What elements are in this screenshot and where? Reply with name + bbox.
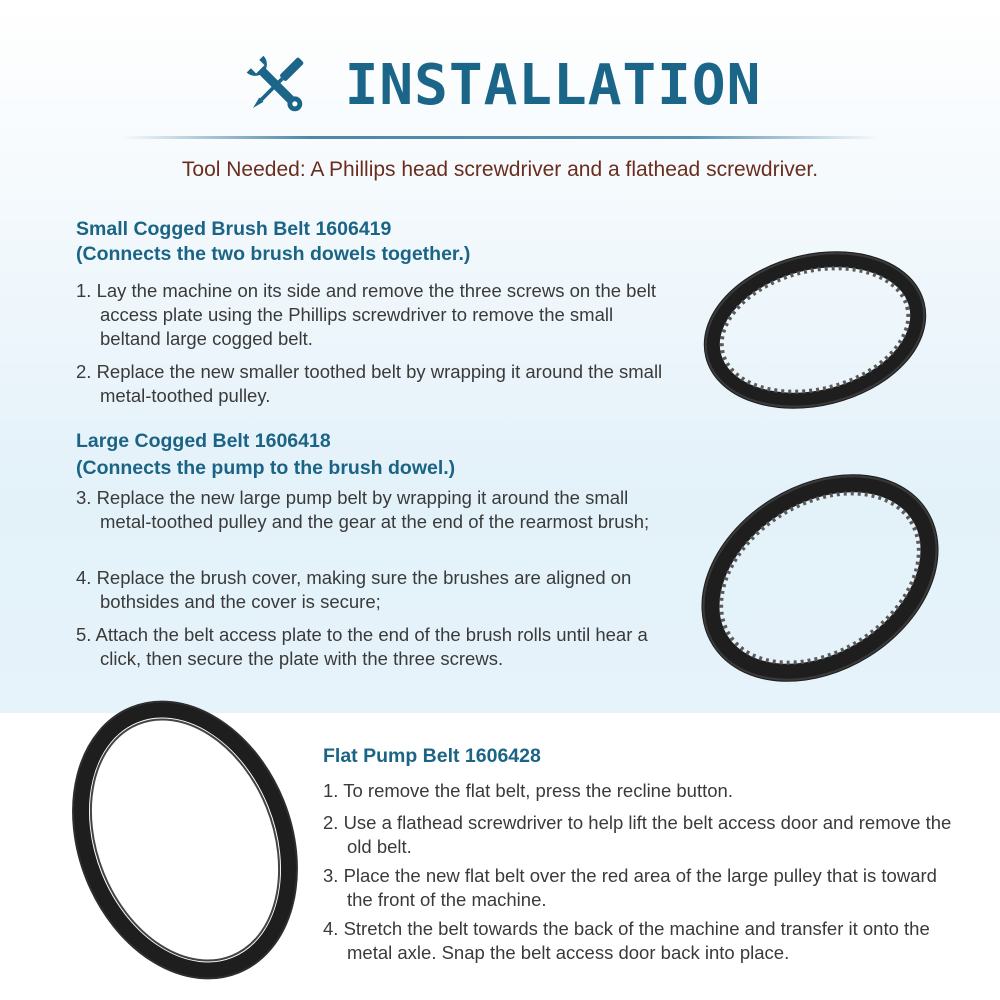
step-item: 1. Lay the machine on its side and remove the three screws on the belt access plate using the Phillips screwdriver to remove the small beltand large cogged belt. (76, 280, 656, 349)
step-item: 3. Place the new flat belt over the red area of the large pulley that is toward the front of the machine. (323, 865, 937, 910)
section-title-small-cogged-belt: Small Cogged Brush Belt 1606419 (76, 218, 392, 240)
small-cogged-belt-image (700, 240, 930, 420)
section-subtitle-large-cogged-belt: (Connects the pump to the brush dowel.) (76, 457, 456, 479)
step-item: 4. Stretch the belt towards the back of the machine and transfer it onto the metal axle. Snap the belt access door back into place. (323, 918, 930, 963)
section-subtitle-small-cogged-belt: (Connects the two brush dowels together.) (76, 243, 471, 265)
step-item: 2. Use a flathead screwdriver to help lift the belt access door and remove the old belt. (323, 812, 952, 857)
header (0, 40, 1000, 130)
step-item: 5. Attach the belt access plate to the end of the brush rolls until hear a click, then secure the plate with the three screws. (76, 624, 648, 669)
section-title-large-cogged-belt: Large Cogged Belt 1606418 (76, 430, 331, 452)
step-item: 3. Replace the new large pump belt by wrapping it around the small metal-toothed pulley and the gear at the end of the rearmost brush; (76, 487, 650, 532)
step-item: 1. To remove the flat belt, press the recline button. (323, 780, 733, 801)
wrench-screwdriver-icon (239, 48, 313, 122)
step-item: 2. Replace the new smaller toothed belt by wrapping it around the small metal-toothed pulley. (76, 361, 663, 406)
step-item: 4. Replace the brush cover, making sure the brushes are aligned on bothsides and the cover is secure; (76, 567, 632, 612)
section-title-flat-pump-belt: Flat Pump Belt 1606428 (323, 745, 541, 767)
flat-pump-belt-image (60, 690, 310, 990)
tools-needed-text: Tool Needed: A Phillips head screwdriver and a flathead screwdriver. (181, 158, 819, 181)
page-title: INSTALLATION (344, 52, 762, 118)
large-cogged-belt-image (700, 458, 940, 698)
title-divider (120, 136, 880, 139)
